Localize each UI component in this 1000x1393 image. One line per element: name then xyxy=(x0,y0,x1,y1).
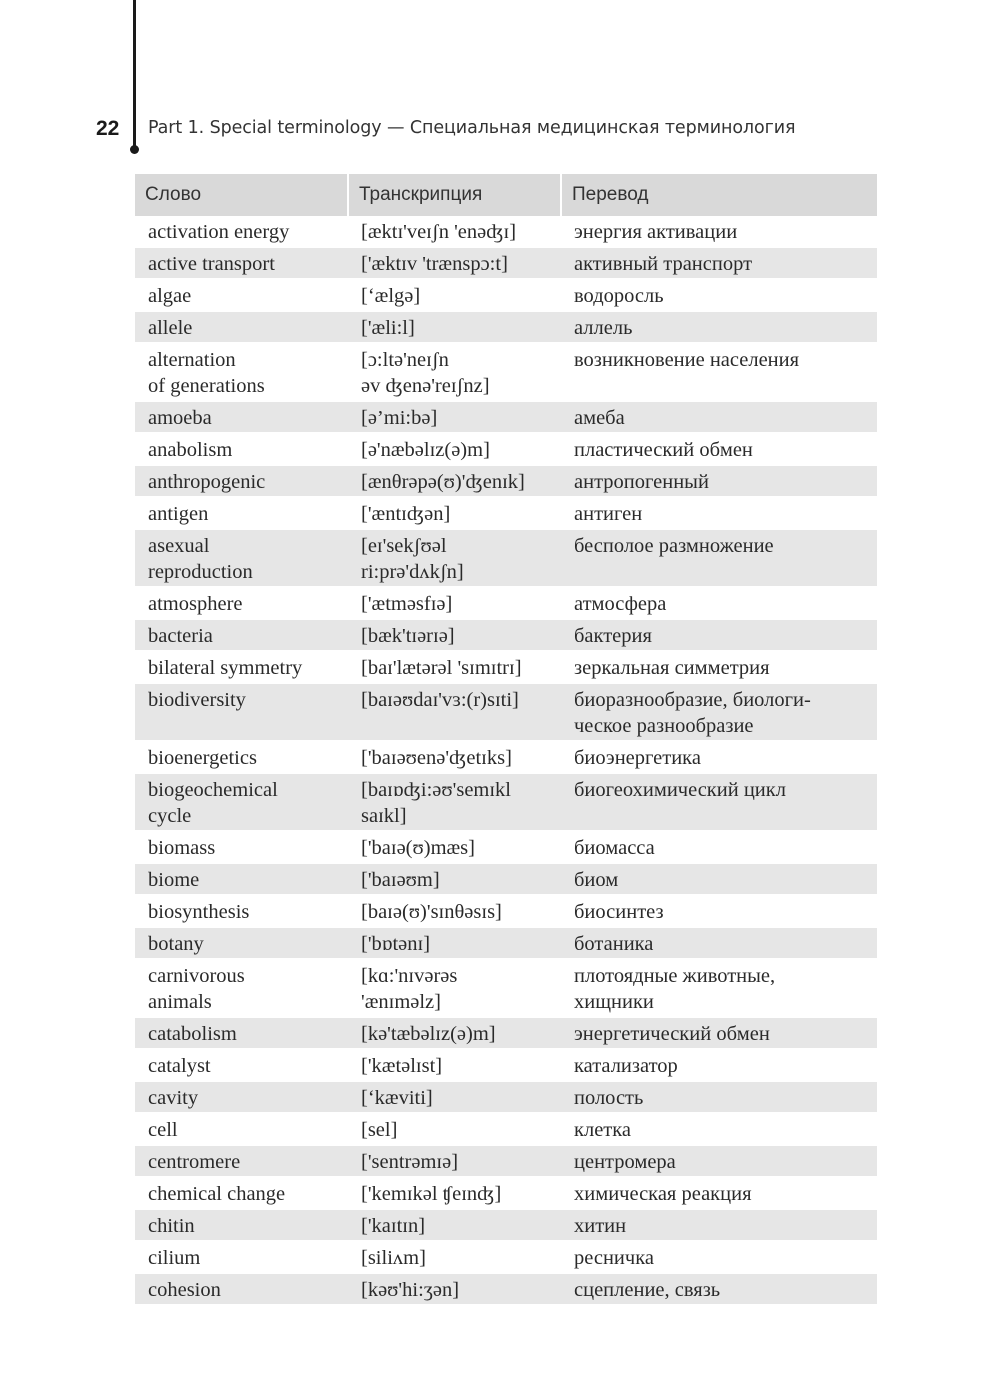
term-cell: catalyst xyxy=(135,1049,348,1081)
transcription-cell: [ɔ:ltə'neɪʃn əv ʤenə'reɪʃnz] xyxy=(348,343,561,401)
transcription-cell: ['æktɪv 'trænspɔ:t] xyxy=(348,247,561,279)
term-cell: cilium xyxy=(135,1241,348,1273)
translation-cell: бактерия xyxy=(561,619,877,651)
transcription-cell: ['kætəlɪst] xyxy=(348,1049,561,1081)
translation-cell: плотоядные животные, хищники xyxy=(561,959,877,1017)
translation-cell: амеба xyxy=(561,401,877,433)
translation-cell: биом xyxy=(561,863,877,895)
table-row xyxy=(135,1145,877,1177)
translation-cell: центромера xyxy=(561,1145,877,1177)
term-cell: algae xyxy=(135,279,348,311)
translation-cell: зеркальная симметрия xyxy=(561,651,877,683)
term-cell: anthropogenic xyxy=(135,465,348,497)
translation-cell: энергия активации xyxy=(574,221,738,243)
term-cell: chemical change xyxy=(135,1177,348,1209)
term-cell: bacteria xyxy=(135,619,348,651)
table-row xyxy=(135,497,877,529)
table-row xyxy=(135,895,877,927)
table-row xyxy=(135,529,877,587)
term-cell: amoeba xyxy=(135,401,348,433)
translation-cell: биоразнообразие, биологи- ческое разнообразие xyxy=(561,683,877,741)
translation-cell: биоэнергетика xyxy=(561,741,877,773)
table-row xyxy=(135,741,877,773)
translation-cell: активный транспорт xyxy=(561,247,877,279)
table-row xyxy=(135,651,877,683)
transcription-cell: [baɪɒʤi:əʊ'semɪkl saɪkl] xyxy=(348,773,561,831)
transcription-cell: ['æntɪʤən] xyxy=(348,497,561,529)
translation-cell: возникновение населения xyxy=(561,343,877,401)
table-row xyxy=(135,279,877,311)
translation-cell: биогеохимический цикл xyxy=(561,773,877,831)
table-row xyxy=(135,619,877,651)
transcription-cell: ['æli:l] xyxy=(348,311,561,343)
table-row xyxy=(135,831,877,863)
term-cell: antigen xyxy=(135,497,348,529)
transcription-cell: [baɪəʊdaɪ'vɜ:(r)sɪti] xyxy=(348,683,561,741)
transcription-cell: [baɪə(ʊ)'sɪnθəsɪs] xyxy=(348,895,561,927)
transcription-cell: ['kemɪkəl ʧeɪnʤ] xyxy=(348,1177,561,1209)
term-cell: biodiversity xyxy=(135,683,348,741)
term-cell: atmosphere xyxy=(135,587,348,619)
transcription-cell: ['kaɪtɪn] xyxy=(348,1209,561,1241)
translation-cell: водоросль xyxy=(561,279,877,311)
transcription-cell: ['bɒtənɪ] xyxy=(348,927,561,959)
translation-cell: аллель xyxy=(561,311,877,343)
term-cell: biosynthesis xyxy=(135,895,348,927)
transcription-cell: [‘ælgə] xyxy=(348,279,561,311)
translation-cell: биомасса xyxy=(561,831,877,863)
translation-cell: химическая реакция xyxy=(561,1177,877,1209)
term-cell: active transport xyxy=(135,247,348,279)
term-cell: cell xyxy=(135,1113,348,1145)
transcription-cell: ['sentrəmɪə] xyxy=(348,1145,561,1177)
transcription-cell: [eɪ'sekʃʊəl ri:prə'dʌkʃn] xyxy=(348,529,561,587)
translation-cell: катализатор xyxy=(561,1049,877,1081)
term-cell: catabolism xyxy=(135,1017,348,1049)
table-row xyxy=(135,465,877,497)
table-row xyxy=(135,587,877,619)
transcription-cell: [ænθrəpə(ʊ)'ʤenɪk] xyxy=(348,465,561,497)
transcription-cell: [ə'næbəlɪz(ə)m] xyxy=(348,433,561,465)
transcription-cell: [baɪ'lætərəl 'sɪmɪtrɪ] xyxy=(348,651,561,683)
term-cell: botany xyxy=(135,927,348,959)
transcription-cell: ['ætməsfɪə] xyxy=(348,587,561,619)
table-row xyxy=(135,959,877,1017)
table-row xyxy=(135,1241,877,1273)
margin-rule xyxy=(133,0,136,148)
term-cell: anabolism xyxy=(135,433,348,465)
term-cell: alternation of generations xyxy=(135,343,348,401)
table-row xyxy=(135,1017,877,1049)
term-cell: centromere xyxy=(135,1145,348,1177)
translation-cell: ботаника xyxy=(561,927,877,959)
term-cell: allele xyxy=(135,311,348,343)
table-header-row xyxy=(135,174,877,216)
table-row xyxy=(135,683,877,741)
translation-cell: атмосфера xyxy=(561,587,877,619)
table-row xyxy=(135,401,877,433)
column-header-transcription: Транскрипция xyxy=(348,174,561,216)
column-header-word: Слово xyxy=(135,174,348,216)
term-cell: bioenergetics xyxy=(135,741,348,773)
table-row xyxy=(135,1081,877,1113)
transcription-cell: ['baɪəʊm] xyxy=(348,863,561,895)
translation-cell: антиген xyxy=(561,497,877,529)
transcription-cell: [kə'tæbəlɪz(ə)m] xyxy=(348,1017,561,1049)
column-header-translation: Перевод xyxy=(561,174,877,216)
term-cell: cohesion xyxy=(135,1273,348,1304)
term-cell: carnivorous animals xyxy=(135,959,348,1017)
transcription-cell: ['baɪə(ʊ)mæs] xyxy=(348,831,561,863)
term-cell: biogeochemical cycle xyxy=(135,773,348,831)
glossary-body xyxy=(135,216,877,1304)
transcription-cell: [‘kæviti] xyxy=(348,1081,561,1113)
table-row xyxy=(135,247,877,279)
term-cell: chitin xyxy=(135,1209,348,1241)
transcription-cell: [kɑ:'nɪvərəs 'ænɪməlz] xyxy=(348,959,561,1017)
transcription-cell: [ə’mi:bə] xyxy=(348,401,561,433)
transcription-cell: [bæk'tɪərɪə] xyxy=(348,619,561,651)
table-row xyxy=(135,216,877,247)
page-number: 22 xyxy=(96,117,120,140)
glossary-table xyxy=(135,174,877,1304)
term-cell: cavity xyxy=(135,1081,348,1113)
table-row xyxy=(135,433,877,465)
table-row xyxy=(135,1209,877,1241)
translation-cell: бесполое размножение xyxy=(561,529,877,587)
term-cell: asexual reproduction xyxy=(135,529,348,587)
running-header: Part 1. Special terminology — Специальная медицинская терминология xyxy=(148,118,796,138)
translation-cell: хитин xyxy=(561,1209,877,1241)
margin-rule-dot xyxy=(130,145,139,154)
transcription-cell: [siliʌm] xyxy=(348,1241,561,1273)
term-cell: biomass xyxy=(135,831,348,863)
table-row xyxy=(135,927,877,959)
translation-cell: биосинтез xyxy=(561,895,877,927)
translation-cell: пластический обмен xyxy=(561,433,877,465)
translation-cell: полость xyxy=(561,1081,877,1113)
term-cell: bilateral symmetry xyxy=(135,651,348,683)
table-row xyxy=(135,773,877,831)
term-cell: biome xyxy=(135,863,348,895)
table-row xyxy=(135,1273,877,1304)
table-row xyxy=(135,311,877,343)
table-row xyxy=(135,1177,877,1209)
transcription-cell: [sel] xyxy=(348,1113,561,1145)
translation-cell: ресничка xyxy=(561,1241,877,1273)
translation-cell: антропогенный xyxy=(561,465,877,497)
table-row xyxy=(135,1049,877,1081)
term-cell: activation energy xyxy=(148,221,290,243)
transcription-cell: [kəʊ'hi:ʒən] xyxy=(348,1273,561,1304)
transcription-cell: ['baɪəʊenə'ʤetɪks] xyxy=(348,741,561,773)
table-row xyxy=(135,1113,877,1145)
translation-cell: энергетический обмен xyxy=(561,1017,877,1049)
table-row xyxy=(135,343,877,401)
transcription-cell: [æktɪ'veɪʃn 'enəʤɪ] xyxy=(361,221,517,243)
table-row xyxy=(135,863,877,895)
translation-cell: клетка xyxy=(561,1113,877,1145)
translation-cell: сцепление, связь xyxy=(561,1273,877,1304)
